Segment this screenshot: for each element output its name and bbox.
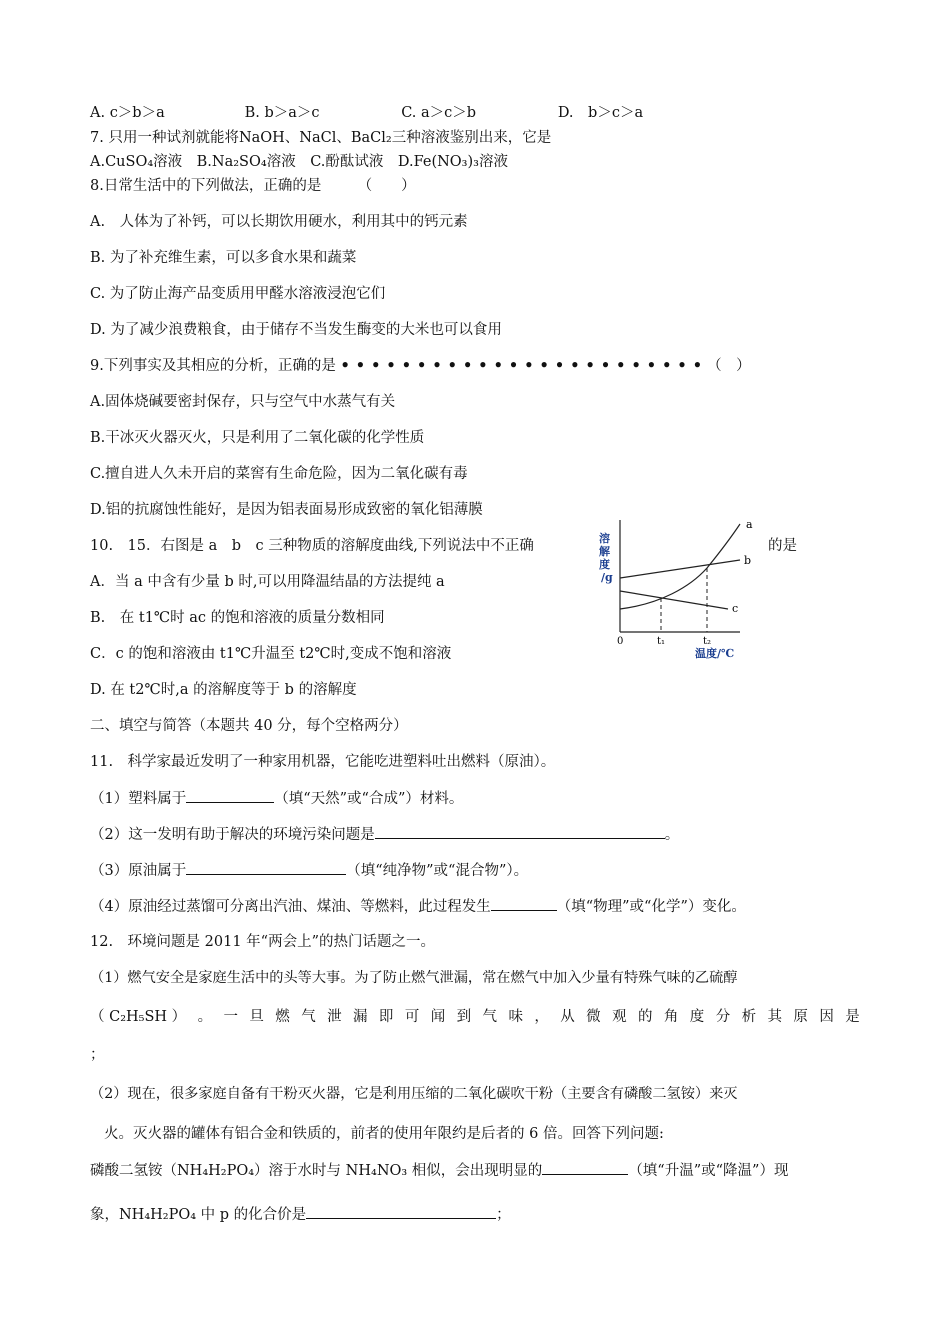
q12-p2-line4 <box>90 1204 511 1225</box>
y-axis-label-4: /g <box>601 571 613 584</box>
q12-line2-char: 分 <box>715 1009 731 1025</box>
tick-t2: t₂ <box>703 636 712 647</box>
curve-a <box>620 524 740 609</box>
q11-p1-blank[interactable] <box>186 788 274 803</box>
q12-line2-char: 漏 <box>353 1009 368 1025</box>
curve-c-label: c <box>732 602 739 615</box>
q12-p2-line1: （2）现在，很多家庭自备有干粉灭火器，它是利用压缩的二氧化碳吹干粉（主要含有磷酸二氢铵）来灭 <box>90 1086 738 1102</box>
curve-b-label: b <box>744 554 752 567</box>
q12-line2-char: 闻 <box>430 1009 446 1025</box>
q11-p2-prefix: （2）这一发明有助于解决的环境污染问题是 <box>90 827 375 843</box>
q9-stem-row <box>90 356 751 376</box>
q12-line2-char: 气 <box>482 1009 498 1025</box>
q12-p2-l3-blank[interactable] <box>542 1160 628 1175</box>
q12-line2-char: 从 <box>560 1009 575 1025</box>
q12-line2-char: 微 <box>586 1009 601 1025</box>
q12-p2-l3-prefix: 磷酸二氢铵（NH₄H₂PO₄）溶于水时与 NH₄NO₃ 相似，会出现明显的 <box>90 1163 543 1179</box>
q11-p3-prefix: （3）原油属于 <box>90 863 187 879</box>
q12-line2-char: 因 <box>819 1009 834 1025</box>
q12-line2-char: 。 <box>197 1009 213 1025</box>
y-axis-label-2: 解 <box>599 545 610 558</box>
q9-stem: 9.下列事实及其相应的分析，正确的是 <box>90 358 336 374</box>
q12-line2-char: 燃 <box>275 1009 290 1025</box>
q9-answer-paren: （ ） <box>707 358 751 374</box>
curve-a-label: a <box>746 518 753 531</box>
origin-label: 0 <box>617 636 624 647</box>
q12-p2-l4-suffix: ； <box>496 1207 511 1223</box>
q12-p2-line3 <box>90 1160 788 1181</box>
q12-line2-char: 可 <box>404 1009 420 1025</box>
q7-options: A.CuSO₄溶液 B.Na₂SO₄溶液 C.酚酞试液 D.Fe(NO₃)₃溶液 <box>90 154 508 170</box>
q11-part-2 <box>90 824 679 845</box>
q11-p2-suffix: 。 <box>664 827 680 843</box>
q12-line2-char: 析 <box>741 1009 757 1025</box>
q11-p2-blank[interactable] <box>375 824 665 839</box>
q11-p3-blank[interactable] <box>186 860 346 875</box>
y-axis-label-3: 度 <box>599 558 610 571</box>
q12-line2-char: 角 <box>663 1009 679 1025</box>
tick-t1: t₁ <box>657 636 666 647</box>
q8-option-b: B. 为了补充维生素，可以多食水果和蔬菜 <box>90 250 357 266</box>
y-axis-label-1: 溶 <box>599 532 610 545</box>
q10-stem-right: 的是 <box>768 538 797 554</box>
solubility-chart <box>590 512 770 662</box>
section-2-heading: 二、填空与简答（本题共 40 分，每个空格两分） <box>90 718 408 734</box>
q10-stem-left: 10. 15．右图是 a b c 三种物质的溶解度曲线,下列说法中不正确 <box>90 538 534 554</box>
q12-p2-l3-suffix: （填“升温”或“降温”）现 <box>628 1163 789 1179</box>
q12-line2-char: 的 <box>637 1009 653 1025</box>
q11-p4-suffix: （填“物理”或“化学”）变化。 <box>556 899 746 915</box>
q11-part-4 <box>90 896 746 917</box>
q6-options <box>90 103 643 123</box>
q6-option-c: C. a＞c＞b <box>401 105 477 121</box>
q12-p1-line1: （1）燃气安全是家庭生活中的头等大事。为了防止燃气泄漏，常在燃气中加入少量有特殊气味的乙硫醇 <box>90 970 738 986</box>
q9-option-b: B.干冰灭火器灭火，只是利用了二氧化碳的化学性质 <box>90 430 425 446</box>
q6-option-a: A. c＞b＞a <box>90 105 165 121</box>
q11-p4-prefix: （4）原油经过蒸馏可分离出汽油、煤油、等燃料，此过程发生 <box>90 899 491 915</box>
q12-stem: 12. 环境问题是 2011 年“两会上”的热门话题之一。 <box>90 934 436 950</box>
q12-p1-line3: ； <box>90 1047 105 1063</box>
q8-option-c: C. 为了防止海产品变质用甲醛水溶液浸泡它们 <box>90 286 386 302</box>
q12-line2-char: 旦 <box>249 1009 264 1025</box>
q12-line2-char: 即 <box>378 1009 394 1025</box>
q10-option-a: A．当 a 中含有少量 b 时,可以用降温结晶的方法提纯 a <box>90 574 445 590</box>
q12-line2-char: （ C₂H₅SH ） <box>90 1009 187 1025</box>
q11-stem: 11. 科学家最近发明了一种家用机器，它能吃进塑料吐出燃料（原油）。 <box>90 754 556 770</box>
q11-p3-suffix: （填“纯净物”或“混合物”）。 <box>346 863 529 879</box>
q9-option-c: C.擅自进人久未开启的菜窖有生命危险，因为二氧化碳有毒 <box>90 466 468 482</box>
y-axis-label <box>599 531 614 584</box>
curve-b <box>620 560 740 578</box>
q6-option-d: D. b＞c＞a <box>557 105 644 121</box>
q12-line2-char: 其 <box>767 1009 783 1025</box>
q9-option-d: D.铝的抗腐蚀性能好，是因为铝表面易形成致密的氧化铝薄膜 <box>90 502 483 518</box>
q12-p2-l4-blank[interactable] <box>306 1204 496 1219</box>
q8-option-a: A. 人体为了补钙，可以长期饮用硬水，利用其中的钙元素 <box>90 214 468 230</box>
q10-option-b: B. 在 t1℃时 ac 的饱和溶液的质量分数相同 <box>90 610 385 626</box>
q12-line2-char: 一 <box>223 1009 238 1025</box>
q9-option-a: A.固体烧碱要密封保存，只与空气中水蒸气有关 <box>90 394 396 410</box>
q11-part-1 <box>90 788 463 809</box>
q12-p1-line2 <box>90 1007 860 1027</box>
q10-option-c: C．c 的饱和溶液由 t1℃升温至 t2℃时,变成不饱和溶液 <box>90 646 452 662</box>
q12-line2-char: 泄 <box>327 1009 342 1025</box>
q10-option-d: D. 在 t2℃时,a 的溶解度等于 b 的溶解度 <box>90 682 357 698</box>
q12-line2-char: 味 <box>508 1009 523 1025</box>
q11-p1-prefix: （1）塑料属于 <box>90 791 187 807</box>
q12-line2-char: ， <box>534 1009 549 1025</box>
q12-line2-char: 观 <box>612 1009 627 1025</box>
q12-line2-char: 气 <box>301 1009 316 1025</box>
q8-option-d: D. 为了减少浪费粮食，由于储存不当发生酶变的大米也可以食用 <box>90 322 502 338</box>
q12-p2-line2: 火。灭火器的罐体有铝合金和铁质的，前者的使用年限约是后者的 6 倍。回答下列问题: <box>104 1126 664 1142</box>
q11-part-3 <box>90 860 528 881</box>
q6-option-b: B. b＞a＞c <box>244 105 320 121</box>
q11-p1-suffix: （填“天然”或“合成”）材料。 <box>274 791 464 807</box>
q12-line2-char: 是 <box>845 1009 860 1025</box>
q12-line2-char: 度 <box>689 1009 705 1025</box>
q12-p2-l4-prefix: 象，NH₄H₂PO₄ 中 p 的化合价是 <box>90 1207 307 1223</box>
q7-stem: 7. 只用一种试剂就能将NaOH、NaCl、BaCl₂三种溶液鉴别出来，它是 <box>90 130 552 146</box>
q11-p4-blank[interactable] <box>491 896 557 911</box>
x-axis-label: 温度/℃ <box>695 647 735 660</box>
q9-leader-dots: • • • • • • • • • • • • • • • • • • • • • • • • <box>340 357 703 374</box>
q12-line2-char: 到 <box>456 1009 472 1025</box>
q8-stem: 8.日常生活中的下列做法，正确的是 （ ） <box>90 178 416 194</box>
q12-line2-char: 原 <box>793 1009 808 1025</box>
